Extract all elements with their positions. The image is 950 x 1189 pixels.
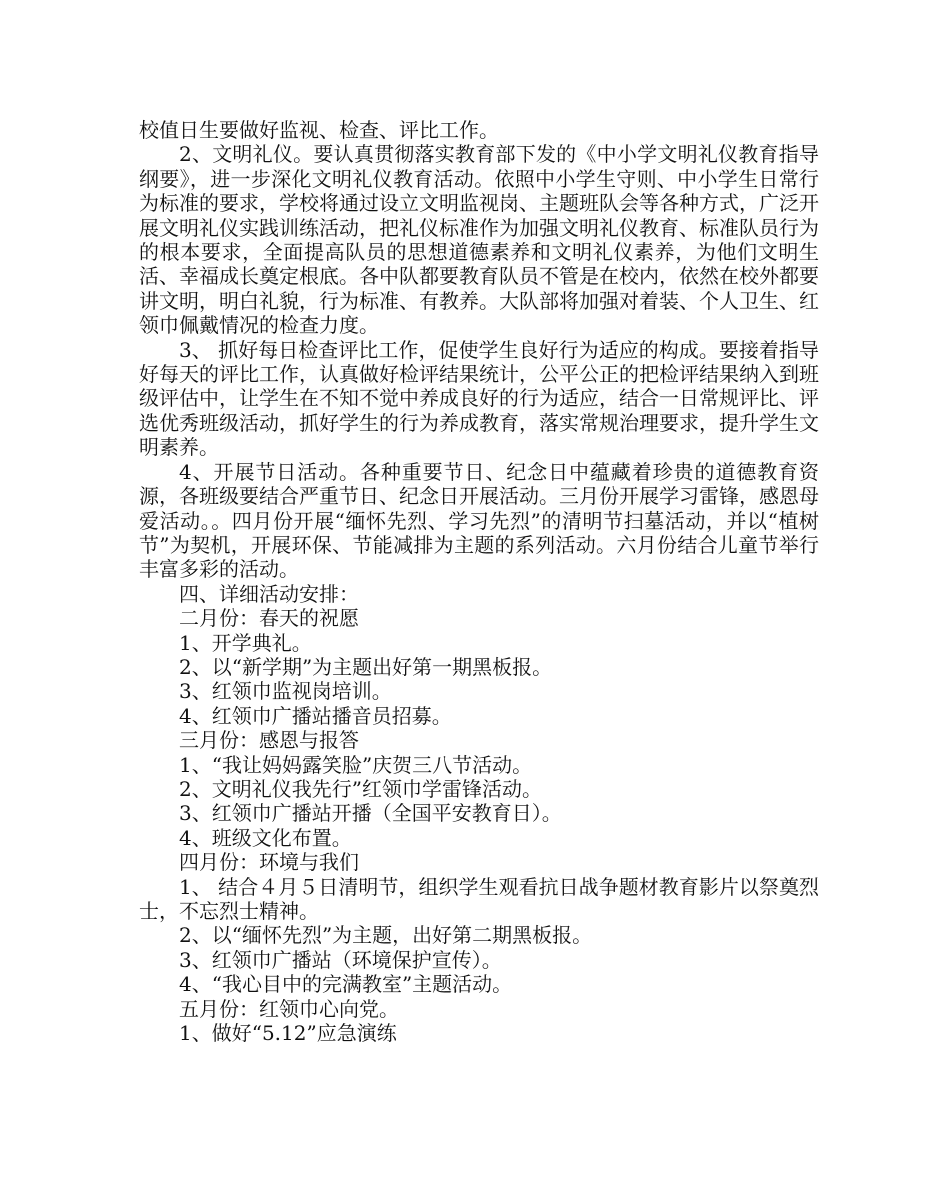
list-item: 4、班级文化布置。 [179, 825, 352, 850]
list-item: 3、红领巾广播站（环境保护宣传）。 [179, 947, 502, 972]
paragraph-continuation: 校值日生要做好监视、检查、评比工作。 [139, 118, 499, 142]
list-item: 3、红领巾监视岗培训。 [179, 679, 392, 704]
list-item: 3、红领巾广播站开播（全国平安教育日）。 [179, 801, 562, 826]
list-item: 2、以“缅怀先烈”为主题，出好第二期黑板报。 [179, 923, 593, 948]
list-item: 2、文明礼仪我先行”红领巾学雷锋活动。 [179, 776, 542, 801]
section-heading-activity-schedule: 四、详细活动安排： [179, 581, 359, 606]
paragraph-daily-inspection: 3、 抓好每日检查评比工作，促使学生良好行为适应的构成。要接着指导好每天的评比工作，认真做好检评结果统计，公平公正的把检评结果纳入到班级评估中，让学生在不知不觉中养成良好的行为适应，结合一日常规评比、评选优秀班级活动，抓好学生的行为养成教育，落实常规治理要求，提升学生文明素养。 [139, 337, 819, 460]
month-heading-april: 四月份：环境与我们 [179, 850, 359, 875]
list-item: 4、“我心目中的完满教室”主题活动。 [179, 972, 513, 997]
list-item: 1、开学典礼。 [179, 630, 312, 655]
list-item: 4、红领巾广播站播音员招募。 [179, 703, 452, 728]
month-heading-february: 二月份：春天的祝愿 [179, 606, 359, 631]
month-heading-march: 三月份：感恩与报答 [179, 728, 359, 753]
list-item: 2、以“新学期”为主题出好第一期黑板报。 [179, 654, 553, 679]
list-item: 1、做好“5.12”应急演练 [179, 1021, 397, 1046]
list-item: 1、“我让妈妈露笑脸”庆贺三八节活动。 [179, 752, 533, 777]
month-heading-may: 五月份：红领巾心向党。 [179, 996, 399, 1021]
document-page [139, 118, 819, 1045]
paragraph-civility-etiquette: 2、文明礼仪。要认真贯彻落实教育部下发的《中小学文明礼仪教育指导纲要》，进一步深化文明礼仪教育活动。依照中小学生守则、中小学生日常行为标准的要求，学校将通过设立文明监视岗、主题班队会等各种方式，广泛开展文明礼仪实践训练活动，把礼仪标准作为加强文明礼仪教育、标准队员行为的根本要求，全面提高队员的思想道德素养和文明礼仪素养，为他们文明生活、幸福成长奠定根底。各中队都要教育队员不管是在校内，依然在校外都要讲文明，明白礼貌，行为标准、有教养。大队部将加强对着装、个人卫生、红领巾佩戴情况的检查力度。 [139, 142, 819, 338]
list-item: 1、 结合４月５日清明节，组织学生观看抗日战争题材教育影片以祭奠烈士，不忘烈士精神。 [139, 874, 819, 923]
paragraph-holiday-activities: 4、开展节日活动。各种重要节日、纪念日中蕴藏着珍贵的道德教育资源，各班级要结合严重节日、纪念日开展活动。三月份开展学习雷锋，感恩母爱活动。。四月份开展“缅怀先烈、学习先烈”的清明节扫墓活动，并以“植树节”为契机，开展环保、节能减排为主题的系列活动。六月份结合儿童节举行丰富多彩的活动。 [139, 459, 819, 582]
